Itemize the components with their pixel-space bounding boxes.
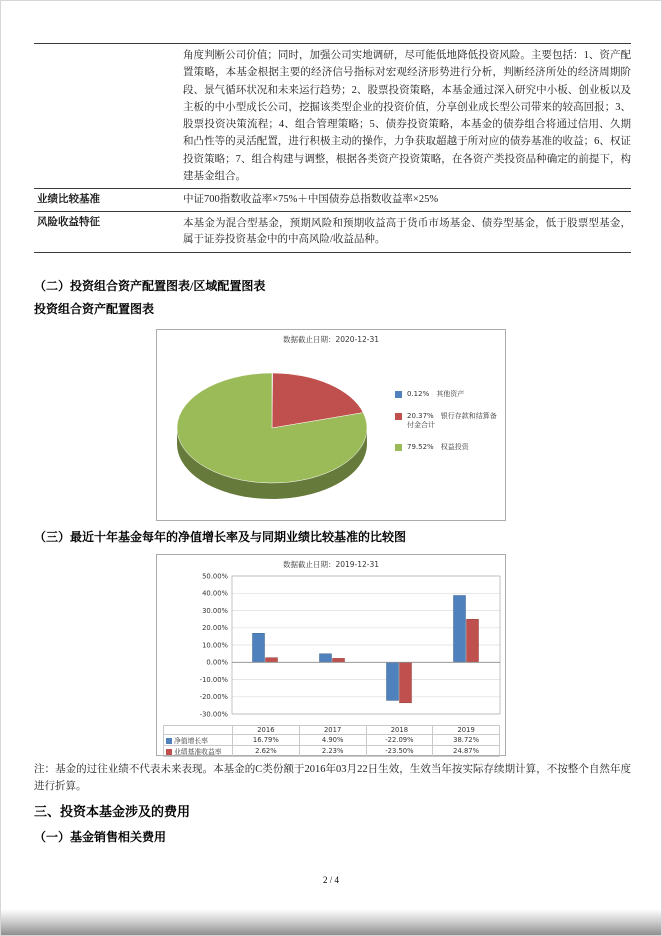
svg-text:40.00%: 40.00% (202, 589, 228, 598)
pie-chart-title: 数据截止日期：2020-12-31 (282, 335, 380, 344)
svg-text:0.00%: 0.00% (206, 658, 228, 667)
pie-legend-label: 20.37% 银行存款和结算备付金合计 (407, 412, 497, 429)
svg-text:50.00%: 50.00% (202, 572, 228, 581)
fee-subsection-heading: （一）基金销售相关费用 (34, 830, 167, 844)
pie-chart-canvas (157, 346, 397, 516)
section2-subheading: 投资组合资产配置图表 (34, 302, 155, 316)
row-label: 业绩比较基准 (37, 194, 100, 206)
pie-legend-item (395, 443, 501, 452)
section3-heading: （三）最近十年基金每年的净值增长率及与同期业绩比较基准的比较图 (34, 530, 407, 544)
table-row (34, 44, 631, 189)
bar-chart-canvas (157, 571, 505, 721)
svg-text:30.00%: 30.00% (202, 606, 228, 615)
svg-text:10.00%: 10.00% (202, 641, 228, 650)
pie-legend-item (395, 412, 501, 430)
svg-text:-20.00%: -20.00% (199, 693, 228, 702)
benchmark-text: 中证700指数收益率×75%＋中国债券总指数收益率×25% (183, 194, 439, 206)
pie-legend-label: 79.52% 权益投资 (407, 443, 469, 451)
row-label: 风险收益特征 (37, 217, 100, 229)
page-edge-shadow (1, 909, 661, 935)
legend-swatch-icon (395, 413, 402, 420)
pie-legend (395, 390, 501, 452)
fee-section-heading: 三、投资本基金涉及的费用 (34, 804, 191, 819)
table-row (34, 189, 631, 212)
footnote-text: 注：基金的过往业绩不代表未来表现。本基金的C类份额于2016年03月22日生效，生效当年按实际存续期计算，不按整个自然年度进行折算。 (34, 764, 631, 792)
row-label (34, 44, 183, 188)
legend-swatch-icon (395, 444, 402, 451)
legend-swatch-icon (395, 391, 402, 398)
legend-swatch-icon (166, 738, 172, 744)
svg-text:-30.00%: -30.00% (199, 710, 228, 719)
section2-heading: （二）投资组合资产配置图表/区域配置图表 (34, 279, 266, 293)
risk-return-text: 本基金为混合型基金，预期风险和预期收益高于货币市场基金、债券型基金，低于股票型基金，属于证券投资基金中的中高风险/收益品种。 (183, 218, 631, 245)
bar-values-table: 2016 2017 2018 2019 净值增长率 16.79% 4.90% -22.09% 38.72% 业绩基准收益率 2.62% 2.23% -23.50% 24.87% (163, 725, 500, 757)
pie-legend-label: 0.12% 其他资产 (407, 390, 465, 398)
table-row (34, 212, 631, 252)
page-number: 2 / 4 (322, 875, 339, 885)
nav-growth-bar-chart (156, 554, 506, 756)
bar-chart-title: 数据截止日期：2019-12-31 (282, 560, 380, 569)
legend-swatch-icon (166, 749, 172, 755)
svg-text:20.00%: 20.00% (202, 624, 228, 632)
fund-info-table (34, 43, 631, 253)
svg-text:-10.00%: -10.00% (199, 675, 228, 684)
investment-strategy-text: 角度判断公司价值；同时，加强公司实地调研，尽可能低地降低投资风险。主要包括：1、资产配置策略，本基金根据主要的经济信号指标对宏观经济形势进行分析，判断经济所处的经济周期阶段、景气循环状况和未来运行趋势；2、股票投资策略，本基金通过深入研究中小板、创业板以及主板的中小型成长公司，挖掘该类型企业的投资价值，分享创业成长型公司带来的较高回报；3、股票投资决策流程；4、组合管理策略；5、债券投资策略，本基金的债券组合将通过信用、久期和凸性等的灵活配置，进行积极主动的操作，力争获取超越于所对应的债券基准的收益；6、权证投资策略；7、组合构建与调整，根据各类资产投资策略，在各资产类投资品种确定的前提下，构建基金组合。 (183, 50, 631, 183)
pie-legend-item (395, 390, 501, 399)
asset-allocation-pie-chart (156, 329, 506, 521)
